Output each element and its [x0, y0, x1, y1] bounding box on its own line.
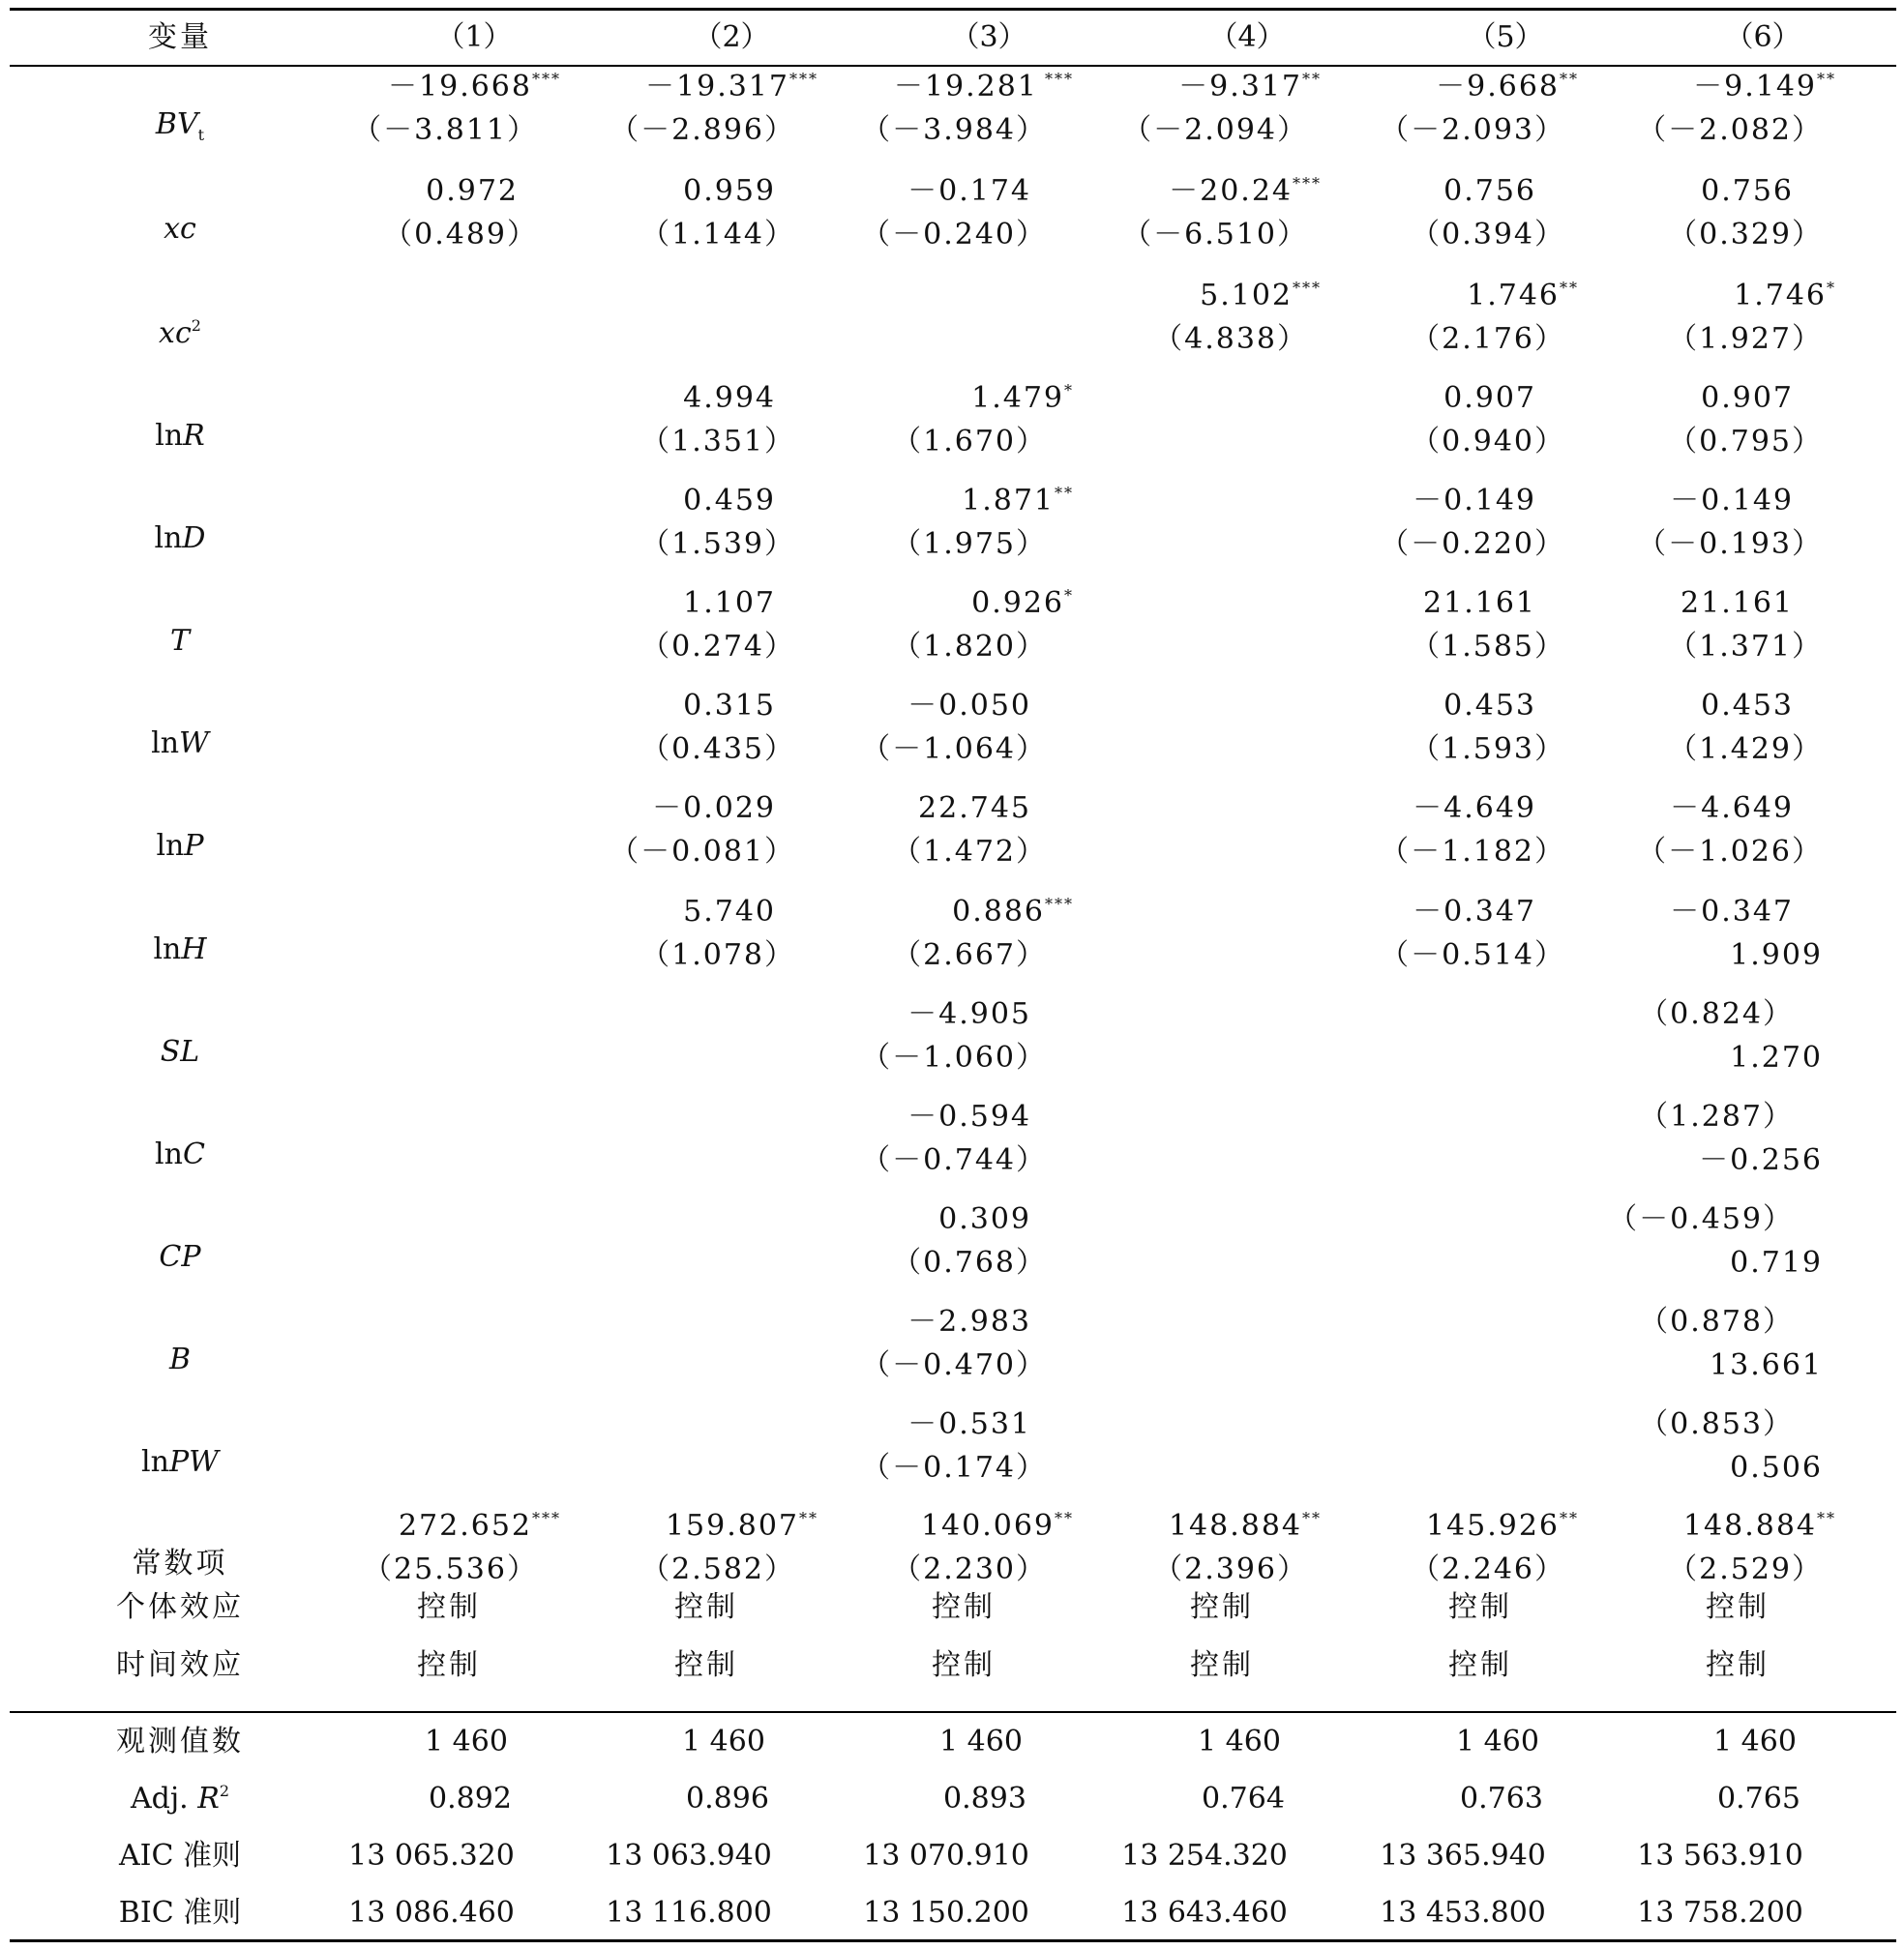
statistic-label: Adj. $R^2$ — [130, 1782, 230, 1816]
coefficient-value: －19.668*** — [388, 70, 561, 103]
t-statistic: （2.529） — [1668, 1552, 1823, 1586]
column-header: （5） — [1467, 20, 1544, 54]
statistic-value: 13 254.320 — [1121, 1839, 1288, 1873]
statistic-value: 0.764 — [1202, 1782, 1285, 1816]
variable-label: $BV_t$ — [155, 107, 205, 144]
significance-stars: *** — [789, 70, 818, 88]
coefficient-value: －0.149 — [1670, 484, 1794, 517]
variable-label: CP — [159, 1240, 201, 1274]
significance-stars: *** — [1293, 279, 1322, 297]
t-statistic: （1.820） — [892, 630, 1047, 664]
t-statistic: （－2.896） — [610, 113, 795, 147]
coefficient-value: 0.972 — [426, 174, 519, 208]
t-statistic: （－1.182） — [1380, 835, 1565, 869]
coefficient-value: 1.871** — [962, 484, 1074, 517]
coefficient-value: －19.281 *** — [893, 70, 1074, 103]
significance-stars: ** — [1817, 70, 1836, 88]
statistic-value: 0.765 — [1717, 1782, 1800, 1816]
statistic-value: 1 460 — [425, 1725, 508, 1758]
t-statistic: （1.144） — [640, 218, 795, 251]
t-statistic: （－0.193） — [1637, 527, 1823, 561]
column-header: （4） — [1208, 20, 1286, 54]
coefficient-value: －9.668** — [1436, 70, 1579, 103]
variable-label: T — [169, 624, 191, 658]
t-statistic: （－3.811） — [352, 113, 538, 147]
t-statistic: 0.719 — [1730, 1246, 1823, 1280]
coefficient-value: （0.824） — [1639, 997, 1794, 1031]
t-statistic: （－1.060） — [861, 1041, 1047, 1075]
t-statistic: （－2.093） — [1380, 113, 1565, 147]
t-statistic: （－1.026） — [1637, 835, 1823, 869]
statistic-value: 0.893 — [943, 1782, 1026, 1816]
variable-label: xc — [164, 212, 196, 246]
coefficient-value: －4.905 — [907, 997, 1031, 1031]
coefficient-value: 1.107 — [683, 586, 776, 620]
t-statistic: （1.078） — [640, 938, 795, 972]
coefficient-value: 0.959 — [683, 174, 776, 208]
control-value: 控制 — [1190, 1648, 1254, 1682]
t-statistic: （0.795） — [1668, 425, 1823, 458]
control-value: 控制 — [1190, 1590, 1254, 1624]
coefficient-value: －19.317*** — [645, 70, 818, 103]
t-statistic: －0.256 — [1699, 1143, 1823, 1177]
variable-label: $xc^2$ — [159, 316, 201, 350]
coefficient-value: 0.907 — [1701, 381, 1794, 415]
column-header: （2） — [693, 20, 770, 54]
variable-label: lnP — [156, 829, 204, 863]
statistic-label: AIC 准则 — [118, 1839, 242, 1873]
control-value: 控制 — [1448, 1590, 1512, 1624]
variable-label: lnR — [155, 419, 205, 453]
statistic-value: 1 460 — [1713, 1725, 1797, 1758]
statistic-value: 13 643.460 — [1121, 1896, 1288, 1930]
significance-stars: * — [1827, 279, 1836, 297]
significance-stars: ** — [1302, 70, 1322, 88]
significance-stars: ** — [1817, 1509, 1836, 1527]
column-header: （3） — [950, 20, 1027, 54]
coefficient-value: －0.531 — [907, 1407, 1031, 1441]
statistic-value: 13 063.940 — [606, 1839, 772, 1873]
significance-stars: *** — [1045, 895, 1074, 913]
t-statistic: （－6.510） — [1122, 218, 1308, 251]
statistic-value: 13 563.910 — [1637, 1839, 1803, 1873]
significance-stars: ** — [799, 1509, 818, 1527]
statistic-value: 13 070.910 — [863, 1839, 1029, 1873]
statistic-value: 0.763 — [1460, 1782, 1543, 1816]
statistic-value: 1 460 — [1198, 1725, 1281, 1758]
coefficient-value: 1.479* — [971, 381, 1074, 415]
t-statistic: （25.536） — [363, 1552, 538, 1586]
t-statistic: （－0.220） — [1380, 527, 1565, 561]
statistic-value: 13 086.460 — [348, 1896, 515, 1930]
t-statistic: （－0.470） — [861, 1348, 1047, 1382]
significance-stars: * — [1064, 381, 1074, 399]
statistic-value: 0.892 — [429, 1782, 512, 1816]
t-statistic: （1.429） — [1668, 732, 1823, 766]
coefficient-value: 0.315 — [683, 689, 776, 723]
statistic-value: 13 758.200 — [1637, 1896, 1803, 1930]
coefficient-value: －0.174 — [907, 174, 1031, 208]
statistic-value: 1 460 — [939, 1725, 1023, 1758]
control-value: 控制 — [1448, 1648, 1512, 1682]
control-value: 控制 — [1706, 1590, 1770, 1624]
coefficient-value: 159.807** — [665, 1509, 818, 1543]
coefficient-value: 21.161 — [1681, 586, 1794, 620]
t-statistic: （－0.081） — [610, 835, 795, 869]
t-statistic: （0.768） — [892, 1246, 1047, 1280]
variable-label: lnH — [153, 932, 207, 966]
control-value: 控制 — [417, 1648, 481, 1682]
t-statistic: （2.667） — [892, 938, 1047, 972]
variable-label: lnW — [151, 726, 209, 760]
coefficient-value: 0.453 — [1443, 689, 1536, 723]
t-statistic: （－2.082） — [1637, 113, 1823, 147]
variable-label: lnC — [155, 1138, 205, 1171]
coefficient-value: 0.309 — [938, 1202, 1031, 1236]
t-statistic: （0.435） — [640, 732, 795, 766]
t-statistic: （－0.514） — [1380, 938, 1565, 972]
statistic-value: 0.896 — [686, 1782, 769, 1816]
coefficient-value: －0.029 — [652, 791, 776, 825]
statistic-value: 13 365.940 — [1380, 1839, 1546, 1873]
variable-label: B — [168, 1343, 192, 1376]
statistic-value: 13 065.320 — [348, 1839, 515, 1873]
variable-label: lnPW — [141, 1445, 219, 1479]
t-statistic: （1.371） — [1668, 630, 1823, 664]
t-statistic: （－0.744） — [861, 1143, 1047, 1177]
variable-label: SL — [160, 1035, 200, 1069]
coefficient-value: －0.347 — [1670, 895, 1794, 929]
statistic-value: 1 460 — [682, 1725, 765, 1758]
t-statistic: 13.661 — [1710, 1348, 1823, 1382]
coefficient-value: 22.745 — [918, 791, 1031, 825]
t-statistic: （1.927） — [1668, 322, 1823, 356]
coefficient-value: （1.287） — [1639, 1100, 1794, 1134]
coefficient-value: 0.926* — [971, 586, 1074, 620]
statistic-label: 观测值数 — [116, 1725, 244, 1758]
t-statistic: 1.909 — [1730, 938, 1823, 972]
coefficient-value: －0.149 — [1413, 484, 1536, 517]
t-statistic: （2.230） — [892, 1552, 1047, 1586]
statistic-value: 1 460 — [1456, 1725, 1539, 1758]
t-statistic: （1.539） — [640, 527, 795, 561]
significance-stars: ** — [1560, 279, 1579, 297]
control-label: 个体效应 — [116, 1590, 244, 1624]
table-stats-rule — [10, 1711, 1896, 1713]
statistic-label: BIC 准则 — [118, 1896, 242, 1930]
t-statistic: 0.506 — [1730, 1451, 1823, 1485]
coefficient-value: －0.050 — [907, 689, 1031, 723]
significance-stars: ** — [1055, 1509, 1074, 1527]
coefficient-value: 0.459 — [683, 484, 776, 517]
coefficient-value: 0.907 — [1443, 381, 1536, 415]
t-statistic: 1.270 — [1730, 1041, 1823, 1075]
t-statistic: （0.489） — [383, 218, 538, 251]
statistic-value: 13 116.800 — [606, 1896, 772, 1930]
t-statistic: （1.351） — [640, 425, 795, 458]
t-statistic: （－3.984） — [861, 113, 1047, 147]
control-value: 控制 — [417, 1590, 481, 1624]
significance-stars: *** — [1037, 70, 1074, 88]
t-statistic: （4.838） — [1153, 322, 1308, 356]
control-value: 控制 — [674, 1648, 738, 1682]
coefficient-value: －4.649 — [1670, 791, 1794, 825]
coefficient-value: 5.740 — [683, 895, 776, 929]
coefficient-value: 4.994 — [683, 381, 776, 415]
table-top-rule — [10, 8, 1896, 11]
significance-stars: *** — [532, 1509, 561, 1527]
coefficient-value: －9.149** — [1693, 70, 1836, 103]
control-value: 控制 — [1706, 1648, 1770, 1682]
t-statistic: （1.975） — [892, 527, 1047, 561]
coefficient-value: 21.161 — [1423, 586, 1536, 620]
t-statistic: （0.394） — [1411, 218, 1565, 251]
t-statistic: （1.593） — [1411, 732, 1565, 766]
significance-stars: *** — [532, 70, 561, 88]
coefficient-value: －9.317** — [1178, 70, 1322, 103]
coefficient-value: 140.069** — [920, 1509, 1074, 1543]
t-statistic: （2.582） — [640, 1552, 795, 1586]
t-statistic: （0.274） — [640, 630, 795, 664]
table-bottom-rule — [10, 1939, 1896, 1942]
variable-label: 常数项 — [132, 1547, 228, 1581]
coefficient-value: 148.884** — [1168, 1509, 1322, 1543]
coefficient-value: 1.746** — [1467, 279, 1579, 312]
t-statistic: （2.176） — [1411, 322, 1565, 356]
statistic-value: 13 150.200 — [863, 1896, 1029, 1930]
significance-stars: * — [1064, 586, 1074, 605]
coefficient-value: 0.756 — [1443, 174, 1536, 208]
statistic-value: 13 453.800 — [1380, 1896, 1546, 1930]
coefficient-value: 148.884** — [1682, 1509, 1836, 1543]
t-statistic: （0.329） — [1668, 218, 1823, 251]
coefficient-value: 0.886*** — [952, 895, 1074, 929]
control-value: 控制 — [674, 1590, 738, 1624]
coefficient-value: －20.24*** — [1169, 174, 1322, 208]
column-header: （1） — [435, 20, 513, 54]
coefficient-value: －0.347 — [1413, 895, 1536, 929]
coefficient-value: 5.102*** — [1200, 279, 1322, 312]
significance-stars: ** — [1560, 1509, 1579, 1527]
coefficient-value: 1.746* — [1734, 279, 1836, 312]
control-value: 控制 — [932, 1648, 996, 1682]
t-statistic: （－2.094） — [1122, 113, 1308, 147]
coefficient-value: （－0.459） — [1608, 1202, 1794, 1236]
control-value: 控制 — [932, 1590, 996, 1624]
t-statistic: （－0.174） — [861, 1451, 1047, 1485]
coefficient-value: 0.756 — [1701, 174, 1794, 208]
t-statistic: （1.585） — [1411, 630, 1565, 664]
table-header-rule — [10, 65, 1896, 67]
coefficient-value: （0.853） — [1639, 1407, 1794, 1441]
t-statistic: （0.940） — [1411, 425, 1565, 458]
significance-stars: *** — [1293, 174, 1322, 192]
t-statistic: （2.396） — [1153, 1552, 1308, 1586]
control-label: 时间效应 — [116, 1648, 244, 1682]
coefficient-value: 0.453 — [1701, 689, 1794, 723]
significance-stars: ** — [1302, 1509, 1322, 1527]
coefficient-value: －4.649 — [1413, 791, 1536, 825]
t-statistic: （2.246） — [1411, 1552, 1565, 1586]
t-statistic: （1.670） — [892, 425, 1047, 458]
variable-label: lnD — [154, 521, 206, 555]
header-variable-label: 变量 — [148, 20, 212, 54]
t-statistic: （－1.064） — [861, 732, 1047, 766]
t-statistic: （1.472） — [892, 835, 1047, 869]
coefficient-value: （0.878） — [1639, 1305, 1794, 1339]
coefficient-value: 272.652*** — [398, 1509, 561, 1543]
significance-stars: ** — [1055, 484, 1074, 502]
column-header: （6） — [1724, 20, 1801, 54]
significance-stars: ** — [1560, 70, 1579, 88]
coefficient-value: 145.926** — [1425, 1509, 1579, 1543]
t-statistic: （－0.240） — [861, 218, 1047, 251]
coefficient-value: －0.594 — [907, 1100, 1031, 1134]
coefficient-value: －2.983 — [907, 1305, 1031, 1339]
